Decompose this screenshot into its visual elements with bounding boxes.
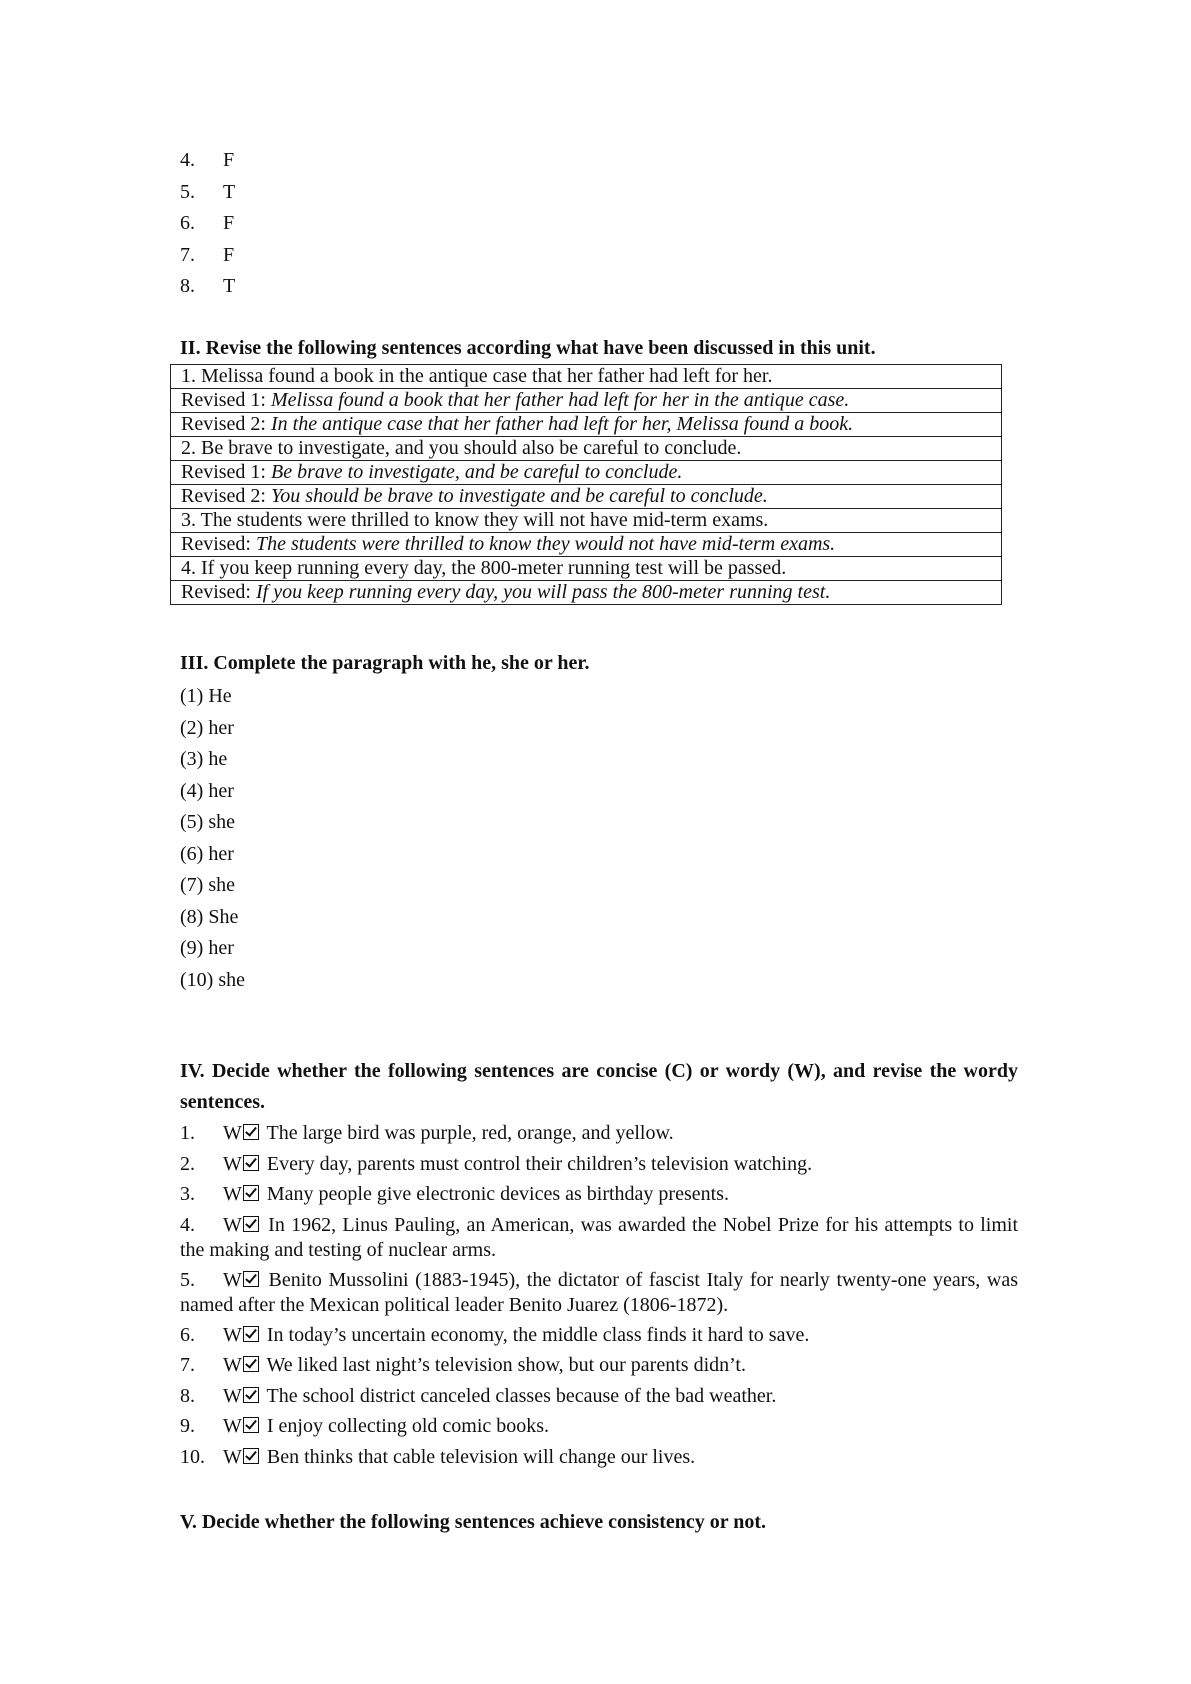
checked-box-icon <box>243 1271 259 1287</box>
table-cell <box>171 485 1002 509</box>
list-item: (2) her <box>180 716 234 739</box>
section-5-heading: V. Decide whether the following sentences achieve consistency or not. <box>180 1511 767 1533</box>
list-item <box>180 1353 1018 1379</box>
wordy-mark: W <box>223 1384 242 1407</box>
list-item: (8) She <box>180 905 239 928</box>
table-row <box>171 437 1002 461</box>
table-row <box>171 509 1002 533</box>
list-item: (4) her <box>180 779 234 802</box>
list-item: (5) she <box>180 811 235 833</box>
tf-number: 5. <box>180 180 195 203</box>
section-2-heading: II. Revise the following sentences according what have been discussed in this unit. <box>180 337 876 359</box>
checked-box-icon <box>243 1326 259 1342</box>
checked-box-icon <box>243 1417 259 1433</box>
item-number: 1. <box>180 1122 195 1144</box>
list-item <box>180 1384 1018 1410</box>
checked-box-icon <box>243 1356 259 1372</box>
table-row <box>171 389 1002 413</box>
table-cell <box>171 557 1002 581</box>
wordy-mark: W <box>223 1268 242 1291</box>
sentence-text: Benito Mussolini (1883-1945), the dictator of fascist Italy for nearly twenty-one years, was named after the Mexican political leader Benito Juarez (1806-1872). <box>180 1268 1018 1316</box>
item-number: 4. <box>180 1213 195 1236</box>
table-row <box>171 581 1002 605</box>
revised-sentence: You should be brave to investigate and be careful to conclude. <box>271 485 768 507</box>
revised-label: Revised 1: <box>181 461 271 483</box>
checked-box-icon <box>243 1124 259 1140</box>
list-item: (7) she <box>180 874 235 896</box>
checked-box-icon <box>243 1155 259 1171</box>
list-item <box>180 1268 1018 1318</box>
item-number: 10. <box>180 1445 205 1468</box>
item-number: 7. <box>180 1354 195 1376</box>
revised-sentence: The students were thrilled to know they would not have mid-term exams. <box>256 533 836 555</box>
list-item <box>180 1121 1018 1147</box>
tf-answer-row <box>180 180 235 212</box>
checked-box-icon <box>243 1387 259 1403</box>
list-item <box>180 1414 1018 1440</box>
tf-number: 4. <box>180 149 195 171</box>
wordy-mark: W <box>223 1415 242 1437</box>
tf-number: 7. <box>180 243 195 266</box>
list-item <box>180 1182 1018 1208</box>
original-sentence: 3. The students were thrilled to know they will not have mid-term exams. <box>181 509 769 531</box>
wordy-mark: W <box>223 1183 242 1205</box>
tf-answer: T <box>223 180 236 203</box>
tf-answer: F <box>223 243 235 266</box>
list-item: (10) she <box>180 968 245 991</box>
list-item <box>180 1213 1018 1263</box>
table-row <box>171 557 1002 581</box>
sentence-text: Many people give electronic devices as birthday presents. <box>266 1183 729 1205</box>
list-item: (6) her <box>180 842 234 865</box>
tf-answer: F <box>223 212 235 234</box>
tf-answer: T <box>223 275 236 297</box>
wordy-mark: W <box>223 1445 242 1468</box>
tf-answer-row <box>180 274 235 306</box>
list-item <box>180 1323 1018 1349</box>
checked-box-icon <box>243 1448 259 1464</box>
sentence-text: I enjoy collecting old comic books. <box>266 1415 550 1437</box>
tf-answer-row <box>180 148 235 180</box>
revision-table <box>170 364 1002 605</box>
tf-answer-row <box>180 243 235 275</box>
tf-answer: F <box>223 149 235 171</box>
table-row <box>171 461 1002 485</box>
revised-label: Revised 2: <box>181 485 271 507</box>
table-row <box>171 533 1002 557</box>
revised-label: Revised: <box>181 533 256 555</box>
wordy-mark: W <box>223 1122 242 1144</box>
tf-number: 6. <box>180 212 195 234</box>
list-item <box>180 1445 1018 1471</box>
checked-box-icon <box>243 1185 259 1201</box>
concise-wordy-list <box>180 1121 1018 1475</box>
true-false-answer-list <box>180 148 235 306</box>
table-cell <box>171 581 1002 605</box>
original-sentence: 4. If you keep running every day, the 800-meter running test will be passed. <box>181 557 787 579</box>
pronoun-answer-list <box>180 683 245 998</box>
sentence-text: In today’s uncertain economy, the middle class finds it hard to save. <box>266 1323 810 1346</box>
original-sentence: 2. Be brave to investigate, and you should also be careful to conclude. <box>181 437 742 459</box>
revised-label: Revised 1: <box>181 389 271 411</box>
original-sentence: 1. Melissa found a book in the antique case that her father had left for her. <box>181 365 773 387</box>
revised-sentence: Be brave to investigate, and be careful to conclude. <box>271 461 683 483</box>
table-row <box>171 365 1002 389</box>
sentence-text: Every day, parents must control their children’s television watching. <box>266 1152 813 1175</box>
revised-label: Revised: <box>181 581 256 603</box>
sentence-text: Ben thinks that cable television will change our lives. <box>266 1445 696 1468</box>
table-cell <box>171 413 1002 437</box>
table-cell <box>171 389 1002 413</box>
wordy-mark: W <box>223 1152 242 1175</box>
table-cell <box>171 509 1002 533</box>
item-number: 8. <box>180 1384 195 1407</box>
list-item: (1) He <box>180 685 232 707</box>
section-4-heading: IV. Decide whether the following sentences are concise (C) or wordy (W), and revise the wordy sentences. <box>180 1060 1018 1113</box>
list-item: (3) he <box>180 748 228 770</box>
table-row <box>171 413 1002 437</box>
checked-box-icon <box>243 1216 259 1232</box>
wordy-mark: W <box>223 1354 242 1376</box>
table-cell <box>171 437 1002 461</box>
item-number: 9. <box>180 1415 195 1437</box>
sentence-text: In 1962, Linus Pauling, an American, was awarded the Nobel Prize for his attempts to limit the making and testing of nuclear arms. <box>180 1213 1018 1261</box>
table-cell <box>171 533 1002 557</box>
revised-label: Revised 2: <box>181 413 271 435</box>
table-cell <box>171 365 1002 389</box>
table-row <box>171 485 1002 509</box>
list-item <box>180 1152 1018 1178</box>
revised-sentence: Melissa found a book that her father had left for her in the antique case. <box>271 389 850 411</box>
item-number: 6. <box>180 1323 195 1346</box>
sentence-text: We liked last night’s television show, but our parents didn’t. <box>266 1354 746 1376</box>
tf-number: 8. <box>180 275 195 297</box>
section-3-heading: III. Complete the paragraph with he, she or her. <box>180 652 590 674</box>
list-item: (9) her <box>180 937 234 959</box>
revised-sentence: In the antique case that her father had left for her, Melissa found a book. <box>271 413 854 435</box>
revised-sentence: If you keep running every day, you will pass the 800-meter running test. <box>256 581 831 603</box>
item-number: 3. <box>180 1183 195 1205</box>
wordy-mark: W <box>223 1323 242 1346</box>
item-number: 5. <box>180 1268 195 1291</box>
sentence-text: The school district canceled classes because of the bad weather. <box>266 1384 777 1407</box>
tf-answer-row <box>180 211 235 243</box>
sentence-text: The large bird was purple, red, orange, and yellow. <box>266 1122 674 1144</box>
table-cell <box>171 461 1002 485</box>
wordy-mark: W <box>223 1213 242 1236</box>
item-number: 2. <box>180 1152 195 1175</box>
